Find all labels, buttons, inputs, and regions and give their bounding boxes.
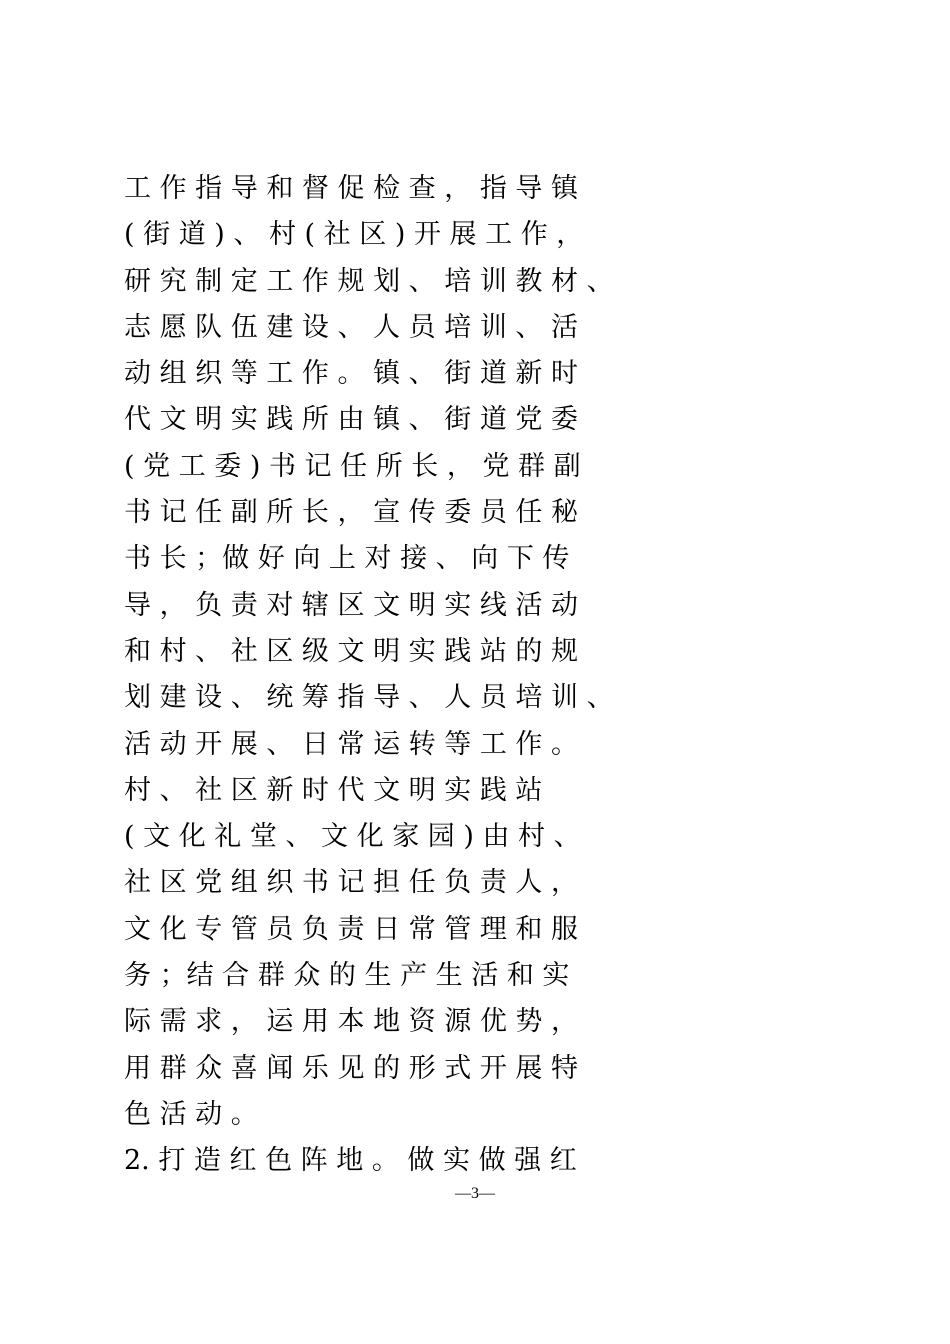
text-line: 村 、 社 区 新 时 代 文 明 实 践 站 — [124, 774, 543, 806]
section-heading-line: 2. 打 造 红 色 阵 地 。 做 实 做 强 红 — [124, 1145, 577, 1177]
text-line: 用 群 众 喜 闻 乐 见 的 形 式 开 展 特 — [124, 1052, 578, 1084]
text-line: 务 ；结 合 群 众 的 生 产 生 活 和 实 — [124, 960, 570, 992]
body-text — [124, 166, 834, 1185]
text-line: 书 记 任 副 所 长 ， 宣 传 委 员 任 秘 — [124, 497, 578, 529]
text-line: 色 活 动 。 — [124, 1098, 258, 1130]
text-line: 工 作 指 导 和 督 促 检 查 ， 指 导 镇 — [124, 173, 578, 204]
text-line: 志 愿 队 伍 建 设 、 人 员 培 训 、 活 — [124, 311, 578, 343]
text-line: 活 动 开 展 、 日 常 运 转 等 工 作 。 — [124, 728, 578, 760]
text-line: 代 文 明 实 践 所 由 镇 、 街 道 党 委 — [124, 404, 578, 436]
text-line: 社 区 党 组 织 书 记 担 任 负 责 人 ， — [124, 867, 578, 899]
text-line: 研 究 制 定 工 作 规 划 、 培 训 教 材 、 — [124, 265, 614, 297]
text-line: 书 长 ；做 好 向 上 对 接 、 向 下 传 — [124, 543, 570, 575]
text-line: 导 ， 负 责 对 辖 区 文 明 实 线 活 动 — [124, 589, 578, 621]
text-line: 动 组 织 等 工 作 。 镇 、 街 道 新 时 — [124, 358, 578, 390]
text-line: 际 需 求 ， 运 用 本 地 资 源 优 势 ， — [124, 1006, 578, 1038]
page-number: —3— — [455, 1185, 495, 1202]
text-line: 划 建 设 、 统 筹 指 导 、 人 员 培 训 、 — [124, 682, 614, 714]
text-line: 和 村 、 社 区 级 文 明 实 践 站 的 规 — [124, 635, 578, 667]
text-line: ( 街 道 ) 、 村 ( 社 区 ) 开 展 工 作 ， — [124, 219, 584, 251]
text-line: ( 党 工 委 ) 书 记 任 所 长 ， 党 群 副 — [124, 450, 581, 482]
text-line: 文 化 专 管 员 负 责 日 常 管 理 和 服 — [124, 913, 578, 945]
text-line: ( 文 化 礼 堂 、 文 化 家 园 ) 由 村 、 — [124, 821, 581, 853]
